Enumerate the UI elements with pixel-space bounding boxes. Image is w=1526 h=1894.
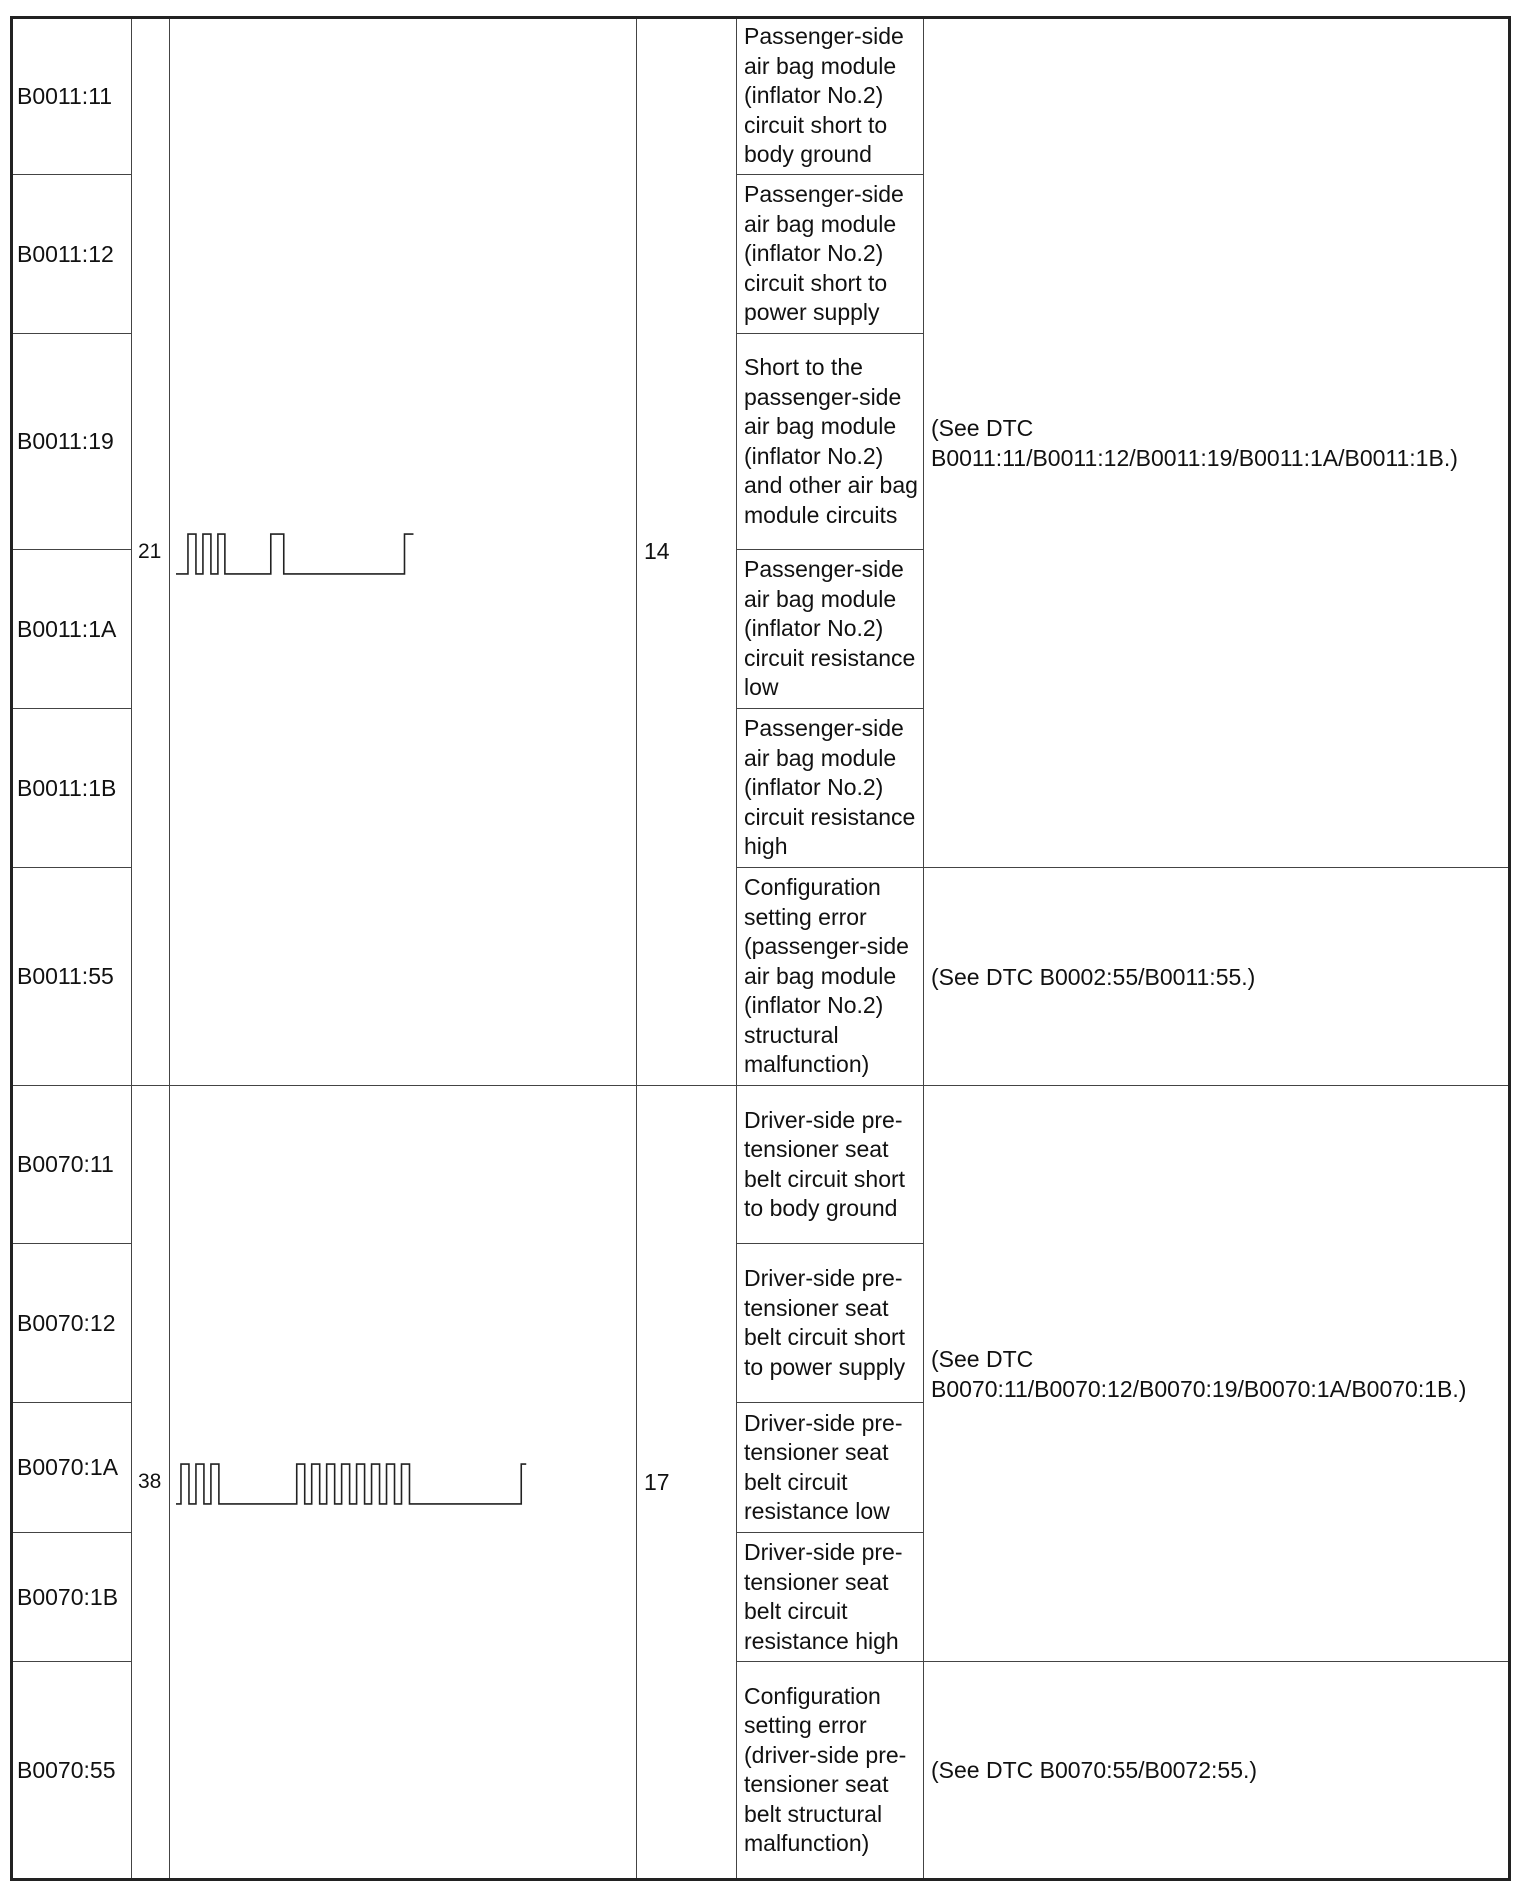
dtc-code: B0070:1B <box>17 1583 119 1610</box>
reference-note-line: B0011:11/B0011:12/B0011:19/B0011:1A/B0011:1B.) <box>931 444 1458 471</box>
flash-count: 38 <box>138 1470 162 1493</box>
description-cell <box>737 334 924 550</box>
description-cell <box>737 1244 924 1403</box>
flash-pattern-38-icon <box>170 1442 636 1522</box>
dtc-code: B0070:12 <box>17 1309 116 1336</box>
dtc-code-cell <box>12 550 132 709</box>
dtc-code-cell <box>12 1533 132 1662</box>
dtc-code-cell <box>12 1662 132 1878</box>
pattern-repeat-cell <box>637 18 737 1086</box>
dtc-code-cell <box>12 1403 132 1533</box>
dtc-code: B0011:12 <box>17 240 114 267</box>
dtc-description: Configuration setting error (passenger-side air bag module (inflator No.2) structural malfunction) <box>744 874 909 1078</box>
dtc-code-cell <box>12 868 132 1086</box>
description-cell <box>737 18 924 175</box>
pattern-repeat: 17 <box>644 1468 670 1495</box>
dtc-code: B0011:55 <box>17 963 114 989</box>
dtc-code: B0011:1B <box>17 774 117 801</box>
dtc-code: B0011:1A <box>17 615 117 642</box>
reference-note: (See DTC B0002:55/B0011:55.) <box>931 963 1256 990</box>
dtc-code-cell <box>12 1086 132 1244</box>
dtc-code: B0070:55 <box>17 1756 116 1783</box>
reference-note-line: (See DTC <box>931 1345 1034 1372</box>
dtc-description: Driver-side pre-tensioner seat belt circuit resistance low <box>744 1409 903 1524</box>
flash-pattern-cell <box>170 1086 637 1878</box>
reference-note <box>931 1344 1466 1404</box>
dtc-description: Driver-side pre-tensioner seat belt circuit short to body ground <box>744 1106 906 1221</box>
flash-count-cell <box>132 1086 170 1878</box>
description-cell <box>737 550 924 709</box>
dtc-code: B0070:11 <box>17 1151 114 1177</box>
flash-pattern-21-icon <box>170 512 636 592</box>
dtc-code-cell <box>12 709 132 868</box>
dtc-code: B0011:19 <box>17 428 114 454</box>
dtc-description: Passenger-side air bag module (inflator No.2) circuit short to power supply <box>744 181 904 326</box>
reference-note-cell <box>924 1662 1509 1878</box>
dtc-description: Passenger-side air bag module (inflator No.2) circuit resistance low <box>744 556 916 701</box>
dtc-code: B0011:11 <box>17 82 113 109</box>
dtc-code: B0070:1A <box>17 1454 119 1480</box>
dtc-description: Configuration setting error (driver-side pre-tensioner seat belt structural malfunction) <box>744 1682 907 1856</box>
reference-note: (See DTC B0070:55/B0072:55.) <box>931 1757 1258 1783</box>
description-cell <box>737 1086 924 1244</box>
dtc-description: Short to the passenger-side air bag module (inflator No.2) and other air bag module circuits <box>744 354 918 528</box>
pattern-repeat: 14 <box>644 538 670 564</box>
flash-count: 21 <box>138 539 162 563</box>
dtc-code-cell <box>12 18 132 175</box>
dtc-description: Passenger-side air bag module (inflator No.2) circuit short to body ground <box>744 23 904 168</box>
reference-note-cell <box>924 1086 1509 1662</box>
dtc-code-cell <box>12 175 132 334</box>
dtc-description: Driver-side pre-tensioner seat belt circuit short to power supply <box>744 1265 906 1380</box>
flash-count-cell <box>132 18 170 1086</box>
reference-note-cell <box>924 18 1509 868</box>
dtc-code-cell <box>12 1244 132 1403</box>
reference-note-line: (See DTC <box>931 414 1034 441</box>
description-cell <box>737 1403 924 1533</box>
description-cell <box>737 1662 924 1878</box>
reference-note-cell <box>924 868 1509 1086</box>
dtc-description: Driver-side pre-tensioner seat belt circuit resistance high <box>744 1539 903 1654</box>
reference-note <box>931 413 1458 473</box>
reference-note-line: B0070:11/B0070:12/B0070:19/B0070:1A/B0070:1B.) <box>931 1375 1467 1402</box>
dtc-description: Passenger-side air bag module (inflator No.2) circuit resistance high <box>744 715 916 860</box>
description-cell <box>737 868 924 1086</box>
description-cell <box>737 175 924 334</box>
flash-pattern-cell <box>170 18 637 1086</box>
description-cell <box>737 709 924 868</box>
pattern-repeat-cell <box>637 1086 737 1878</box>
description-cell <box>737 1533 924 1662</box>
dtc-code-cell <box>12 334 132 550</box>
